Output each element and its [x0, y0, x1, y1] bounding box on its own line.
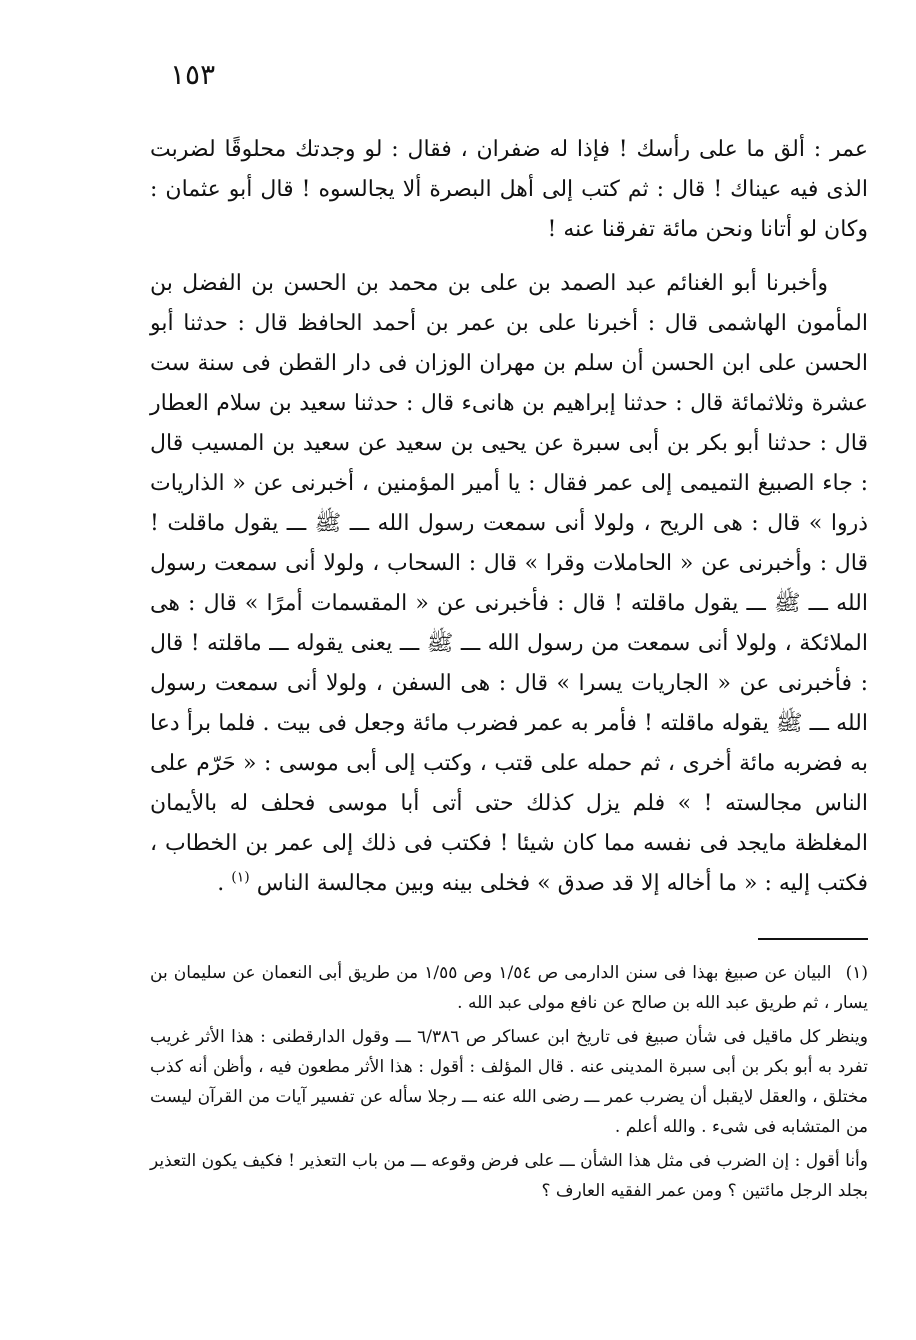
- main-text: [150, 130, 868, 904]
- footnote-1-text: البيان عن صبيغ بهذا فى سنن الدارمى ص ١/٥٤ وص ١/٥٥ من طريق أبى النعمان عن سليمان بن يسار ، ثم طريق عبد الله بن صالح عن نافع مولى عبد الله .: [150, 963, 868, 1013]
- paragraph-2-text: وأخبرنا أبو الغنائم عبد الصمد بن على بن محمد بن الحسن بن الفضل بن المأمون الهاشمى قال : أخبرنا على بن عمر بن أحمد الحافظ قال : حدثنا أبو الحسن على ابن الحسن أن سلم بن مهران الوزان فى دار القطن فى سنة ست عشرة وثلاثمائة قال : حدثنا إبراهيم بن هانىء قال : حدثنا سعيد بن سلام العطار قال : حدثنا أبو بكر بن أبى سبرة عن يحيى بن سعيد عن سعيد بن المسيب قال : جاء الصبيغ التميمى إلى عمر فقال : يا أمير المؤمنين ، أخبرنى عن « الذاريات ذروا » قال : هى الريح ، ولولا أنى سمعت رسول الله ـــ ﷺ ـــ يقول ماقلت ! قال : وأخبرنى عن « الحاملات وقرا » قال : السحاب ، ولولا أنى سمعت رسول الله ـــ ﷺ ـــ يقول ماقلته ! قال : فأخبرنى عن « المقسمات أمرًا » قال : هى الملائكة ، ولولا أنى سمعت من رسول الله ـــ ﷺ ـــ يعنى يقوله ـــ ماقلته ! قال : فأخبرنى عن « الجاريات يسرا » قال : هى السفن ، ولولا أنى سمعت رسول الله ـــ ﷺ يقوله ماقلته ! فأمر به عمر فضرب مائة وجعل فى بيت . فلما برأ دعا به فضربه مائة أخرى ، ثم حمله على قتب ، وكتب إلى أبى موسى : « حَرّم على الناس مجالسته ! » فلم يزل كذلك حتى أتى أبا موسى فحلف له بالأيمان المغلظة مايجد فى نفسه مما كان شيئا ! فكتب فى ذلك إلى عمر بن الخطاب ، فكتب إليه : « ما أخاله إلا قد صدق » فخلى بينه وبين مجالسة الناس: [150, 271, 868, 896]
- footnote-3: [150, 1146, 868, 1206]
- paragraph-1: [150, 130, 868, 250]
- paragraph-2: [150, 264, 868, 904]
- footnotes: [150, 958, 868, 1210]
- footnote-2: [150, 1022, 868, 1142]
- footnote-1: [150, 958, 868, 1018]
- footnote-2-text: وينظر كل ماقيل فى شأن صبيغ فى تاريخ ابن عساكر ص ٦/٣٨٦ ـــ وقول الدارقطنى : هذا الأثر غريب تفرد به أبو بكر بن أبى سبرة المدينى عنه . قال المؤلف : أقول : هذا الأثر مطعون فيه ، وأظن أنه كذب مختلق ، والعقل لايقبل أن يضرب عمر ـــ رضى الله عنه ـــ رجلا سأله عن تفسير آيات من القرآن ليست من المتشابه فى شىء . والله أعلم .: [150, 1027, 869, 1137]
- footnote-3-text: وأنا أقول : إن الضرب فى مثل هذا الشأن ـــ على فرض وقوعه ـــ من باب التعذير ! فكيف يكون التعذير بجلد الرجل مائتين ؟ ومن عمر الفقيه العارف ؟: [150, 1151, 868, 1201]
- sentence-end-period: .: [217, 871, 225, 896]
- footnote-1-marker: (١): [845, 963, 869, 983]
- page-number: ١٥٣: [170, 58, 216, 91]
- paragraph-1-text: عمر : ألق ما على رأسك ! فإذا له ضفران ، فقال : لو وجدتك محلوقًا لضربت الذى فيه عيناك ! قال : ثم كتب إلى أهل البصرة ألا يجالسوه ! قال أبو عثمان : وكان لو أتانا ونحن مائة تفرقنا عنه !: [150, 137, 868, 242]
- footnote-reference: (١): [231, 869, 250, 886]
- footnote-separator: [758, 938, 868, 940]
